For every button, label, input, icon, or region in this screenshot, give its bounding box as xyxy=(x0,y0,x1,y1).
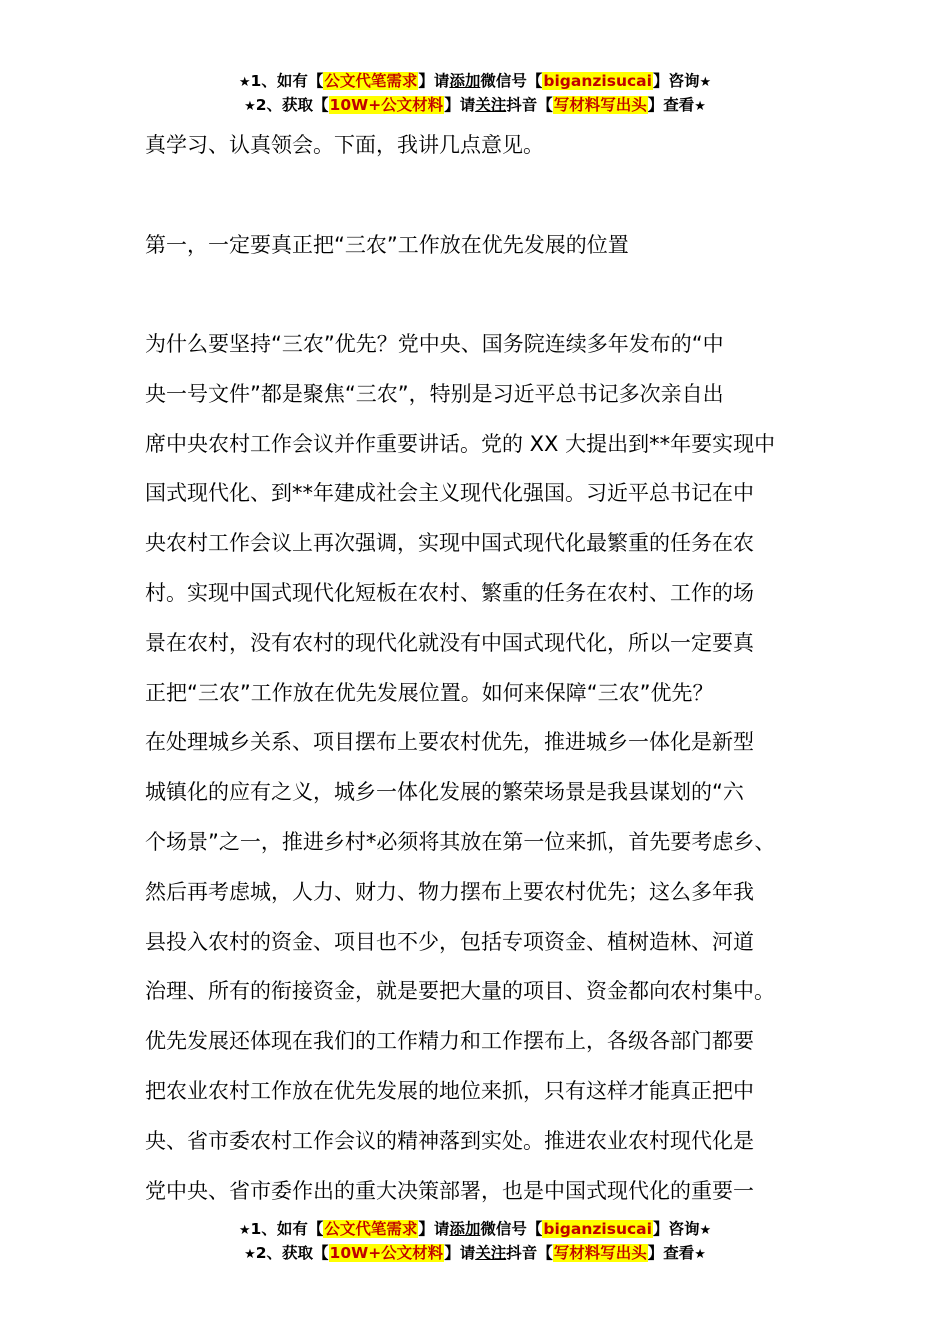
promo-text: 】查看 xyxy=(647,1244,695,1262)
promo-text: 微信号【 xyxy=(480,1220,543,1238)
promo-highlight: 写材料写出头 xyxy=(553,1244,647,1262)
paragraph-line: 央、省市委农村工作会议的精神落到实处。推进农业农村现代化是 xyxy=(145,1128,754,1153)
promo-text: 】请 xyxy=(418,1220,450,1238)
promo-text: 】咨询 xyxy=(652,72,700,90)
promo-text: 抖音【 xyxy=(506,96,553,114)
star-icon: ★ xyxy=(699,75,712,90)
intro-fragment: 真学习、认真领会。下面，我讲几点意见。 xyxy=(145,133,544,157)
promo-text: 微信号【 xyxy=(480,72,543,90)
section-heading: 第一，一定要真正把“三农”工作放在优先发展的位置 xyxy=(145,233,629,257)
star-icon: ★ xyxy=(694,99,706,114)
main-paragraph xyxy=(145,320,815,1216)
paragraph-line: 把农业农村工作放在优先发展的地位来抓，只有这样才能真正把中 xyxy=(145,1078,754,1103)
bottom-promo-banner xyxy=(0,1218,950,1266)
paragraph-line: 个场景”之一，推进乡村*必须将其放在第一位来抓，首先要考虑乡、 xyxy=(145,829,776,854)
promo-line-2 xyxy=(0,1242,950,1266)
promo-highlight: biganzisucai xyxy=(543,1220,652,1238)
promo-highlight: 公文代笔需求 xyxy=(324,72,418,90)
promo-highlight: 10W+公文材料 xyxy=(329,1244,444,1262)
paragraph-line: 国式现代化、到**年建成社会主义现代化强国。习近平总书记在中 xyxy=(145,481,754,506)
promo-text: 2、获取【 xyxy=(255,96,329,114)
promo-underlined: 关注 xyxy=(475,96,507,114)
star-icon: ★ xyxy=(244,1247,256,1262)
paragraph-line: 正把“三农”工作放在优先发展位置。如何来保障“三农”优先？ xyxy=(145,680,714,705)
promo-underlined: 关注 xyxy=(475,1244,507,1262)
promo-highlight: 公文代笔需求 xyxy=(324,1220,418,1238)
paragraph-line: 优先发展还体现在我们的工作精力和工作摆布上，各级各部门都要 xyxy=(145,1029,754,1054)
promo-highlight: 写材料写出头 xyxy=(553,96,647,114)
paragraph-line: 治理、所有的衔接资金，就是要把大量的项目、资金都向农村集中。 xyxy=(145,979,775,1004)
promo-text: 】请 xyxy=(418,72,450,90)
promo-underlined: 添加 xyxy=(449,72,481,90)
promo-line-1 xyxy=(0,1218,950,1242)
paragraph-line: 村。实现中国式现代化短板在农村、繁重的任务在农村、工作的场 xyxy=(145,580,754,605)
promo-text: 1、如有【 xyxy=(250,1220,324,1238)
promo-text: 】查看 xyxy=(647,96,695,114)
star-icon: ★ xyxy=(244,99,256,114)
star-icon: ★ xyxy=(699,1223,712,1238)
star-icon: ★ xyxy=(238,75,251,90)
promo-highlight: biganzisucai xyxy=(543,72,652,90)
star-icon: ★ xyxy=(694,1247,706,1262)
paragraph-line: 然后再考虑城，人力、财力、物力摆布上要农村优先；这么多年我 xyxy=(145,879,754,904)
promo-text: 】咨询 xyxy=(652,1220,700,1238)
promo-underlined: 添加 xyxy=(449,1220,481,1238)
paragraph-line: 央一号文件”都是聚焦“三农”，特别是习近平总书记多次亲自出 xyxy=(145,381,724,406)
promo-text: 】请 xyxy=(444,96,476,114)
promo-highlight: 10W+公文材料 xyxy=(329,96,444,114)
paragraph-line: 在处理城乡关系、项目摆布上要农村优先，推进城乡一体化是新型 xyxy=(145,730,754,755)
promo-text: 1、如有【 xyxy=(250,72,324,90)
paragraph-line: 央农村工作会议上再次强调，实现中国式现代化最繁重的任务在农 xyxy=(145,531,754,556)
promo-line-2 xyxy=(0,94,950,118)
promo-text: 2、获取【 xyxy=(255,1244,329,1262)
paragraph-line: 县投入农村的资金、项目也不少，包括专项资金、植树造林、河道 xyxy=(145,929,754,954)
paragraph-line: 景在农村，没有农村的现代化就没有中国式现代化，所以一定要真 xyxy=(145,630,754,655)
top-promo-banner xyxy=(0,70,950,118)
paragraph-line: 城镇化的应有之义，城乡一体化发展的繁荣场景是我县谋划的“六 xyxy=(145,780,744,805)
promo-text: 抖音【 xyxy=(506,1244,553,1262)
promo-text: 】请 xyxy=(444,1244,476,1262)
paragraph-line: 席中央农村工作会议并作重要讲话。党的 XX 大提出到**年要实现中 xyxy=(145,431,776,456)
paragraph-line: 党中央、省市委作出的重大决策部署，也是中国式现代化的重要一 xyxy=(145,1178,754,1203)
star-icon: ★ xyxy=(238,1223,251,1238)
promo-line-1 xyxy=(0,70,950,94)
paragraph-line: 为什么要坚持“三农”优先？党中央、国务院连续多年发布的“中 xyxy=(145,332,724,356)
